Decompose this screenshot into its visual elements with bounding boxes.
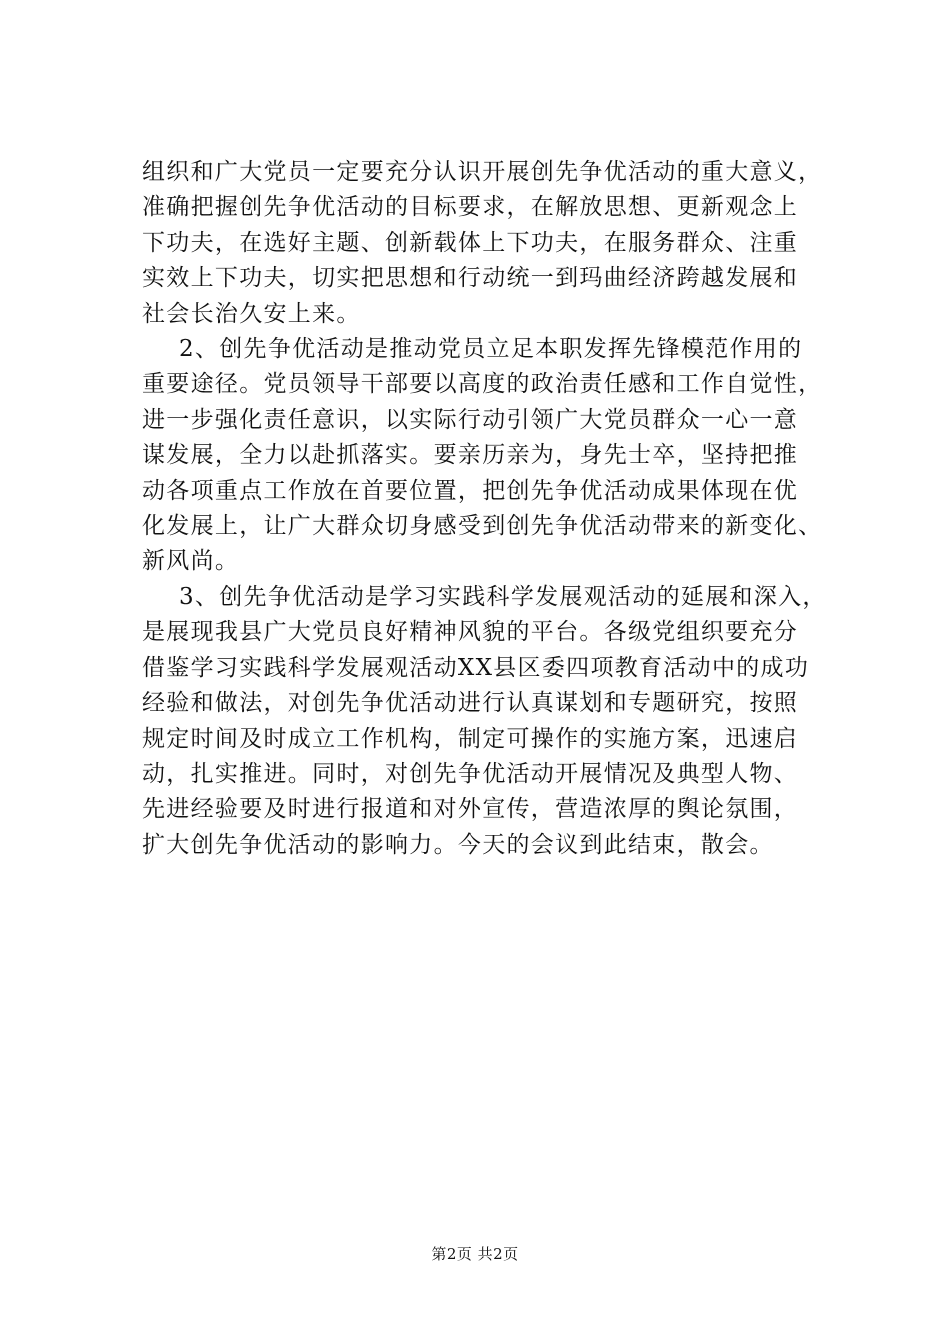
- paragraph-3-first-line: 3、创先争优活动是学习实践科学发展观活动的延展和深入，: [179, 583, 827, 610]
- text-line: 下功夫，在选好主题、创新载体上下功夫，在服务群众、注重: [142, 229, 799, 256]
- page-number-footer: 第2页 共2页: [431, 1245, 519, 1263]
- text-line: 组织和广大党员一定要充分认识开展创先争优活动的重大意义，: [142, 159, 823, 185]
- text-line: 实效上下功夫，切实把思想和行动统一到玛曲经济跨越发展和: [142, 265, 799, 292]
- text-line: 借鉴学习实践科学发展观活动XX县区委四项教育活动中的成功: [142, 654, 810, 681]
- text-line: 准确把握创先争优活动的目标要求，在解放思想、更新观念上: [142, 194, 799, 221]
- text-line: 扩大创先争优活动的影响力。今天的会议到此结束，散会。: [142, 831, 774, 858]
- body-text: [142, 155, 842, 863]
- text-line: 新风尚。: [142, 548, 240, 575]
- text-line: 动，扎实推进。同时，对创先争优活动开展情况及典型人物、: [142, 760, 799, 787]
- text-line: 社会长治久安上来。: [142, 300, 361, 327]
- text-line: 重要途径。党员领导干部要以高度的政治责任感和工作自觉性，: [142, 371, 823, 398]
- text-line: 化发展上，让广大群众切身感受到创先争优活动带来的新变化、: [142, 513, 823, 540]
- text-line: 规定时间及时成立工作机构，制定可操作的实施方案，迅速启: [142, 725, 799, 752]
- text-line: 经验和做法，对创先争优活动进行认真谋划和专题研究，按照: [142, 690, 799, 717]
- text-line: 谋发展，全力以赴抓落实。要亲历亲为，身先士卒，坚持把推: [142, 442, 799, 469]
- text-line: 先进经验要及时进行报道和对外宣传，营造浓厚的舆论氛围，: [142, 796, 799, 823]
- text-line: 是展现我县广大党员良好精神风貌的平台。各级党组织要充分: [142, 619, 799, 646]
- text-line: 进一步强化责任意识，以实际行动引领广大党员群众一心一意: [142, 406, 799, 433]
- text-line: 动各项重点工作放在首要位置，把创先争优活动成果体现在优: [142, 477, 799, 504]
- paragraph-2-first-line: 2、创先争优活动是推动党员立足本职发挥先锋模范作用的: [179, 336, 803, 363]
